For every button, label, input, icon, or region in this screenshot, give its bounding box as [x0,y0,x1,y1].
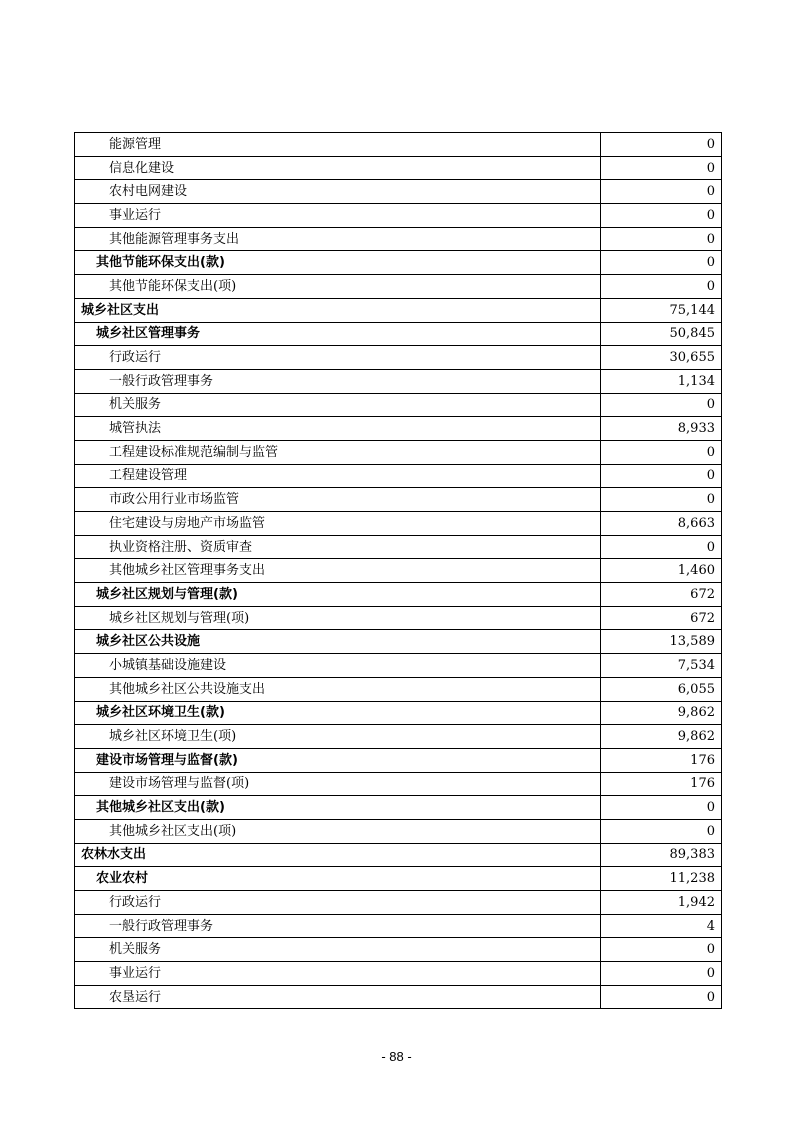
row-item-amount: 13,589 [601,630,722,654]
row-item-name: 其他城乡社区支出(款) [75,796,601,820]
table-row [75,369,722,393]
row-item-name: 农业农村 [75,867,601,891]
row-item-name: 一般行政管理事务 [75,914,601,938]
row-item-amount: 0 [601,275,722,299]
table-row [75,133,722,157]
row-item-amount: 176 [601,772,722,796]
row-item-amount: 0 [601,464,722,488]
row-item-amount: 6,055 [601,677,722,701]
row-item-amount: 7,534 [601,654,722,678]
row-item-amount: 0 [601,938,722,962]
row-item-name: 城乡社区支出 [75,298,601,322]
table-row [75,914,722,938]
table-row [75,630,722,654]
table-row [75,654,722,678]
row-item-amount: 0 [601,227,722,251]
row-item-amount: 8,933 [601,417,722,441]
row-item-name: 城乡社区规划与管理(项) [75,606,601,630]
page-number: - 88 - [381,1049,412,1064]
table-body [75,133,722,1009]
table-row [75,488,722,512]
row-item-amount: 1,460 [601,559,722,583]
table-row [75,843,722,867]
row-item-name: 小城镇基础设施建设 [75,654,601,678]
table-row [75,559,722,583]
table-row [75,156,722,180]
row-item-amount: 176 [601,748,722,772]
row-item-name: 农垦运行 [75,985,601,1009]
row-item-name: 机关服务 [75,393,601,417]
row-item-amount: 30,655 [601,346,722,370]
row-item-name: 农村电网建设 [75,180,601,204]
row-item-amount: 11,238 [601,867,722,891]
table-row [75,464,722,488]
table-row [75,512,722,536]
row-item-amount: 9,862 [601,725,722,749]
row-item-name: 其他节能环保支出(款) [75,251,601,275]
table-row [75,962,722,986]
table-row [75,535,722,559]
row-item-amount: 0 [601,204,722,228]
row-item-amount: 0 [601,393,722,417]
table-row [75,606,722,630]
row-item-name: 其他城乡社区支出(项) [75,819,601,843]
row-item-amount: 9,862 [601,701,722,725]
table-row [75,298,722,322]
row-item-name: 机关服务 [75,938,601,962]
row-item-amount: 0 [601,796,722,820]
table-row [75,440,722,464]
row-item-amount: 0 [601,133,722,157]
table-row [75,322,722,346]
row-item-name: 执业资格注册、资质审查 [75,535,601,559]
row-item-name: 其他城乡社区公共设施支出 [75,677,601,701]
row-item-amount: 4 [601,914,722,938]
row-item-name: 工程建设标准规范编制与监管 [75,440,601,464]
row-item-name: 建设市场管理与监督(项) [75,772,601,796]
table-row [75,677,722,701]
table-row [75,275,722,299]
table-row [75,819,722,843]
table-row [75,227,722,251]
budget-expenditure-table [74,132,722,1009]
row-item-name: 城乡社区环境卫生(款) [75,701,601,725]
table-row [75,891,722,915]
row-item-amount: 89,383 [601,843,722,867]
table-row [75,583,722,607]
row-item-name: 一般行政管理事务 [75,369,601,393]
table-row [75,985,722,1009]
row-item-name: 其他城乡社区管理事务支出 [75,559,601,583]
row-item-name: 事业运行 [75,962,601,986]
table-row [75,417,722,441]
row-item-name: 城乡社区规划与管理(款) [75,583,601,607]
table-row [75,748,722,772]
row-item-amount: 0 [601,488,722,512]
row-item-amount: 50,845 [601,322,722,346]
row-item-name: 其他节能环保支出(项) [75,275,601,299]
row-item-name: 城乡社区公共设施 [75,630,601,654]
row-item-amount: 0 [601,819,722,843]
row-item-amount: 672 [601,606,722,630]
table-row [75,204,722,228]
table-row [75,346,722,370]
row-item-amount: 8,663 [601,512,722,536]
row-item-name: 城管执法 [75,417,601,441]
table-row [75,180,722,204]
row-item-name: 信息化建设 [75,156,601,180]
row-item-name: 城乡社区环境卫生(项) [75,725,601,749]
row-item-name: 其他能源管理事务支出 [75,227,601,251]
row-item-name: 住宅建设与房地产市场监管 [75,512,601,536]
row-item-name: 事业运行 [75,204,601,228]
table-row [75,938,722,962]
row-item-amount: 0 [601,180,722,204]
row-item-amount: 0 [601,251,722,275]
row-item-amount: 1,942 [601,891,722,915]
row-item-name: 工程建设管理 [75,464,601,488]
table-row [75,393,722,417]
row-item-name: 行政运行 [75,346,601,370]
row-item-name: 农林水支出 [75,843,601,867]
row-item-name: 市政公用行业市场监管 [75,488,601,512]
row-item-amount: 672 [601,583,722,607]
table-row [75,867,722,891]
row-item-name: 城乡社区管理事务 [75,322,601,346]
table-row [75,701,722,725]
table-row [75,796,722,820]
row-item-amount: 0 [601,535,722,559]
row-item-amount: 1,134 [601,369,722,393]
row-item-name: 能源管理 [75,133,601,157]
row-item-amount: 0 [601,440,722,464]
row-item-amount: 75,144 [601,298,722,322]
row-item-name: 建设市场管理与监督(款) [75,748,601,772]
row-item-amount: 0 [601,985,722,1009]
table-row [75,772,722,796]
table-row [75,251,722,275]
row-item-amount: 0 [601,962,722,986]
table-row [75,725,722,749]
row-item-name: 行政运行 [75,891,601,915]
row-item-amount: 0 [601,156,722,180]
